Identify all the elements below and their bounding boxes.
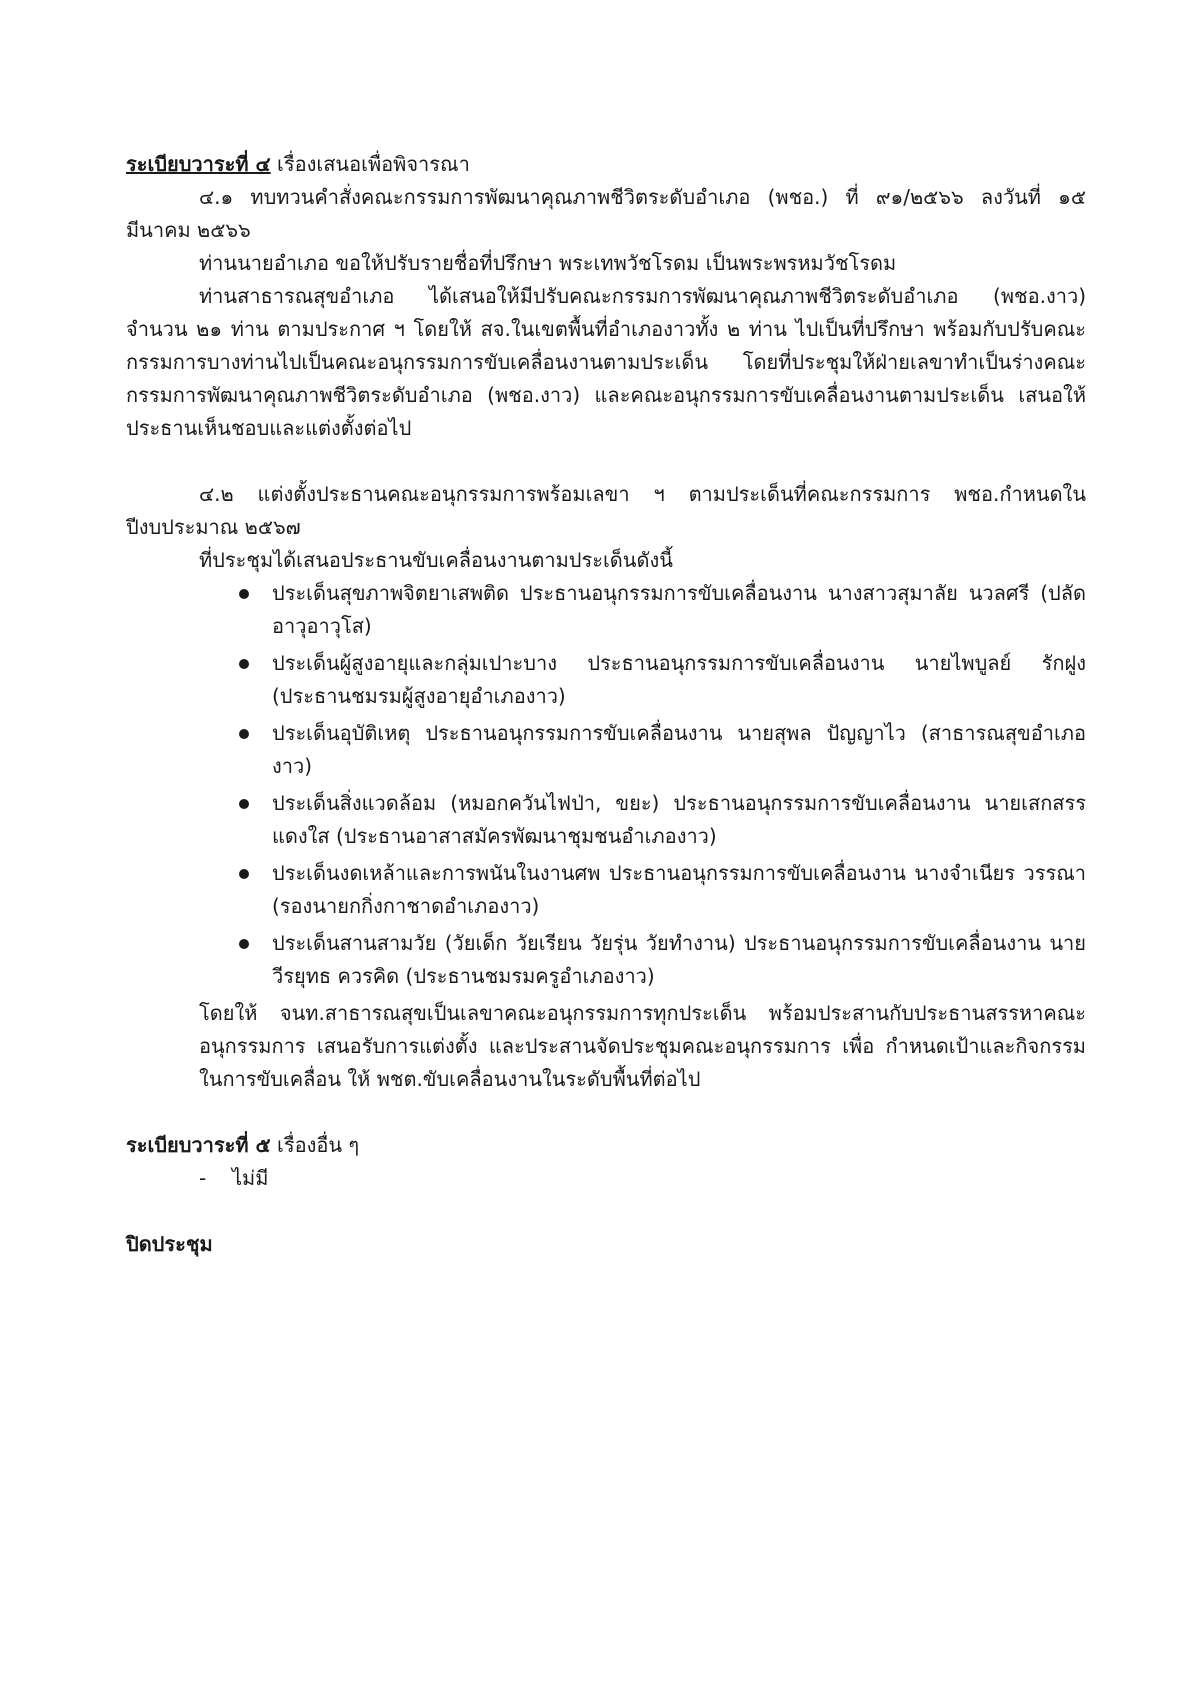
- spacer: [126, 1195, 1086, 1228]
- list-item: [272, 927, 1086, 993]
- document-page: [126, 148, 1086, 1261]
- bullet-icon: [239, 729, 249, 739]
- agenda-5-heading: ระเบียบวาระที่ ๕: [126, 1133, 271, 1157]
- spacer: [126, 445, 1086, 478]
- issue-text: ประเด็นสิ่งแวดล้อม (หมอกควันไฟป่า, ขยะ) ประธานอนุกรรมการขับเคลื่อนงาน นายเสกสรร แดงใส (ประธานอาสาสมัครพัฒนาชุมชนอำเภองาว): [272, 791, 1086, 848]
- item-4-2-line: ๔.๒ แต่งตั้งประธานคณะอนุกรรมการพร้อมเลขา ฯ ตามประเด็นที่คณะกรรมการ พชอ.กำหนดในปีงบประมาณ ๒๕๖๗: [126, 482, 1086, 539]
- item-4-1-line: ๔.๑ ทบทวนคำสั่งคณะกรรมการพัฒนาคุณภาพชีวิตระดับอำเภอ (พชอ.) ที่ ๙๑/๒๕๖๖ ลงวันที่ ๑๕ มีนาคม ๒๕๖๖: [126, 185, 1086, 242]
- bullet-icon: [239, 939, 249, 949]
- issue-text: ประเด็นสานสามวัย (วัยเด็ก วัยเรียน วัยรุ่น วัยทำงาน) ประธานอนุกรรมการขับเคลื่อนงาน นายวีรยุทธ ควรคิด (ประธานชมรมครูอำเภองาว): [272, 931, 1086, 988]
- spacer: [126, 1096, 1086, 1129]
- bullet-icon: [239, 869, 249, 879]
- issue-text: ประเด็นสุขภาพจิตยาเสพติด ประธานอนุกรรมการขับเคลื่อนงาน นางสาวสุมาลัย นวลศรี (ปลัดอาวุอาวุโส): [272, 581, 1086, 638]
- bullet-icon: [239, 799, 249, 809]
- issue-list: [126, 577, 1086, 993]
- health-officer-paragraph: ท่านสาธารณสุขอำเภอ ได้เสนอให้มีปรับคณะกรรมการพัฒนาคุณภาพชีวิตระดับอำเภอ (พชอ.งาว) จำนวน ๒๑ ท่าน ตามประกาศ ฯ โดยให้ สจ.ในเขตพื้นที่อำเภองาวทั้ง ๒ ท่าน ไปเป็นที่ปรึกษา พร้อมกับปรับคณะกรรมการบางท่านไปเป็นคณะอนุกรรมการขับเคลื่อนงานตามประเด็น โดยที่ประชุมให้ฝ่ายเลขาทำเป็นร่างคณะกรรมการพัฒนาคุณภาพชีวิตระดับอำเภอ (พชอ.งาว) และคณะอนุกรรมการขับเคลื่อนงานตามประเด็น เสนอให้ประธานเห็นชอบและแต่งตั้งต่อไป: [126, 284, 1086, 440]
- list-item: [272, 787, 1086, 853]
- list-item: [272, 647, 1086, 713]
- agenda-4-heading: ระเบียบวาระที่ ๔: [126, 152, 271, 176]
- agenda-4-heading-line: [126, 148, 1086, 181]
- list-item: [272, 577, 1086, 643]
- agenda-5-heading-line: [126, 1129, 1086, 1162]
- district-chief-paragraph: ท่านนายอำเภอ ขอให้ปรับรายชื่อที่ปรึกษา พระเทพวัชโรดม เป็นพระพรหมวัชโรดม: [199, 251, 897, 275]
- item-4-2-intro: ที่ประชุมได้เสนอประธานขับเคลื่อนงานตามประเด็นดังนี้: [199, 548, 673, 572]
- bullet-icon: [239, 659, 249, 669]
- list-item: [272, 717, 1086, 783]
- agenda-5-none: ไม่มี: [232, 1166, 269, 1190]
- bullet-icon: [239, 589, 249, 599]
- agenda-5-title: เรื่องอื่น ๆ: [270, 1133, 360, 1157]
- list-item: [272, 857, 1086, 923]
- meeting-closed: ปิดประชุม: [126, 1232, 213, 1256]
- issue-text: ประเด็นผู้สูงอายุและกลุ่มเปาะบาง ประธานอนุกรรมการขับเคลื่อนงาน นายไพบูลย์ รักฝูง (ประธานชมรมผู้สูงอายุอำเภองาว): [272, 651, 1086, 708]
- agenda-5-item: [126, 1162, 1086, 1195]
- item-4-2-closing: โดยให้ จนท.สาธารณสุขเป็นเลขาคณะอนุกรรมการทุกประเด็น พร้อมประสานกับประธานสรรหาคณะอนุกรรมการ เสนอรับการแต่งตั้ง และประสานจัดประชุมคณะอนุกรรมการ เพื่อ กำหนดเป้าและกิจกรรมในการขับเคลื่อน ให้ พชต.ขับเคลื่อนงานในระดับพื้นที่ต่อไป: [199, 1001, 1086, 1091]
- agenda-4-title: เรื่องเสนอเพื่อพิจารณา: [270, 152, 470, 176]
- issue-text: ประเด็นงดเหล้าและการพนันในงานศพ ประธานอนุกรรมการขับเคลื่อนงาน นางจำเนียร วรรณา (รองนายกกิ่งกาชาดอำเภองาว): [272, 861, 1086, 918]
- issue-text: ประเด็นอุบัติเหตุ ประธานอนุกรรมการขับเคลื่อนงาน นายสุพล ปัญญาไว (สาธารณสุขอำเภองาว): [272, 721, 1086, 778]
- dash-marker: -: [199, 1166, 207, 1190]
